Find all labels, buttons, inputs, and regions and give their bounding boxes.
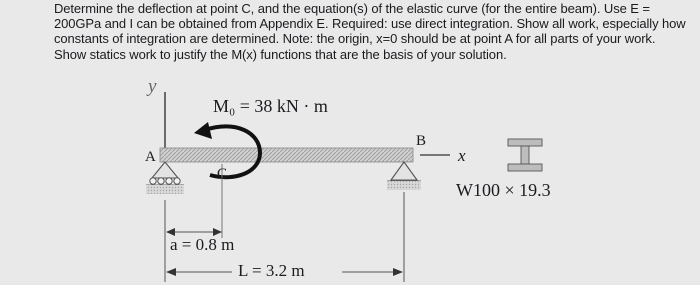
problem-line-3: constants of integration are determined. Note: the origin, x=0 should be at point A for all parts of your work. [54, 31, 656, 47]
problem-line-2: 200GPa and I can be obtained from Appendix E. Required: use direct integration. Show all work, especially how [54, 16, 686, 32]
support-b [387, 162, 421, 190]
y-axis-label: y [148, 76, 157, 97]
point-a-label: A [145, 149, 156, 165]
section-label: W100 × 19.3 [456, 180, 551, 200]
beam [160, 148, 413, 162]
point-c-label: C [217, 166, 228, 182]
x-axis-label: x [458, 146, 466, 165]
i-beam-section-icon [508, 139, 542, 171]
dimension-l-label: L = 3.2 m [238, 261, 305, 280]
problem-line-1: Determine the deflection at point C, and the equation(s) of the elastic curve (for the entire beam). Use E = [54, 1, 650, 16]
support-a [146, 162, 184, 194]
point-b-label: B [416, 133, 427, 149]
problem-line-4: Show statics work to justify the M(x) functions that are the basis of your solution. [54, 46, 507, 62]
dimension-a-label: a = 0.8 m [170, 235, 235, 254]
moment-label: M₀ = 38 kN · m [213, 96, 328, 116]
